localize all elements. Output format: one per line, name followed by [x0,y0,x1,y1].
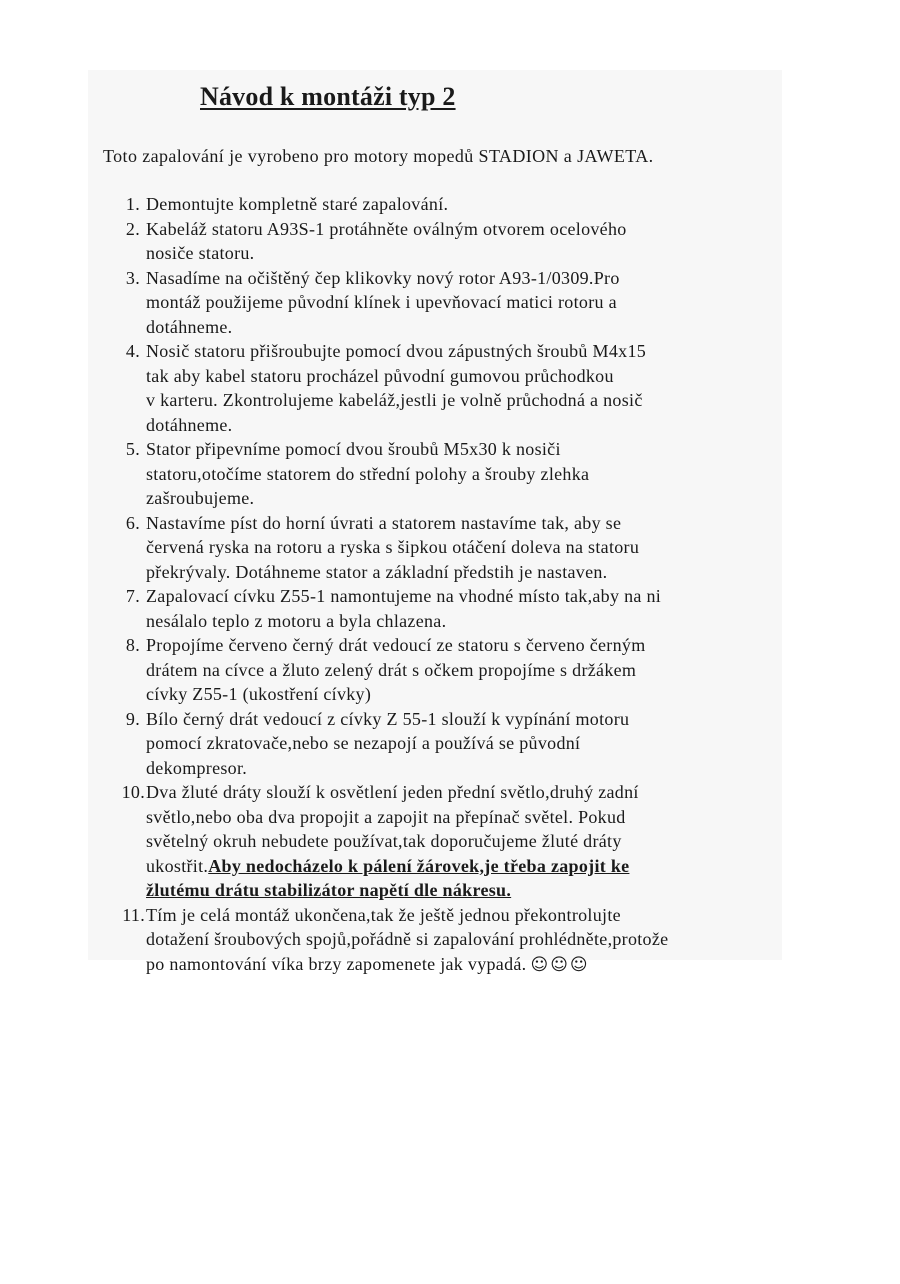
step-4 [96,339,796,437]
step-line: červená ryska na rotoru a ryska s šipkou otáčení doleva na statoru [146,537,640,557]
step-number: 8. [125,635,140,655]
step-5 [96,437,796,511]
step-text [146,511,796,585]
page-title: Návod k montáži typ 2 [200,82,456,111]
step-text [146,192,796,217]
stabilizer-note: Aby nedocházelo k pálení žárovek,je třeba zapojit ke [208,855,630,876]
step-6 [96,511,796,585]
step-line: Kabeláž statoru A93S-1 protáhněte oválným otvorem ocelového [146,218,627,239]
step-number: 3. [125,267,140,288]
smiley-icon-group [530,952,589,978]
step-line: drátem na cívce a žluto zelený drát s očkem propojíme s držákem [146,659,637,680]
step-line: dotáhneme. [146,414,233,435]
step-line: Propojíme červeno černý drát vedoucí ze statoru s červeno černým [146,635,646,655]
step-8 [96,633,796,707]
intro-text: Toto zapalování je vyrobeno pro motory mopedů STADION a JAWETA. [103,146,654,166]
step-text [146,217,796,266]
step-line: dotáhneme. [146,316,233,337]
step-line: cívky Z55-1 (ukostření cívky) [146,684,372,704]
step-line: Dva žluté dráty slouží k osvětlení jeden přední světlo,druhý zadní [146,782,639,802]
step-line: nesálalo teplo z motoru a byla chlazena. [146,610,447,631]
step-number: 11. [122,904,145,925]
step-text [146,584,796,633]
step-line: po namontování víka brzy zapomenete jak vypadá. [146,953,527,974]
step-line: pomocí zkratovače,nebo se nezapojí a používá se původní [146,733,581,753]
step-line: nosiče statoru. [146,243,255,263]
step-line: montáž použijeme původní klínek i upevňovací matici rotoru a [146,292,617,312]
steps-list [96,192,796,977]
step-2 [96,217,796,266]
step-10 [96,780,796,903]
step-text [146,633,796,707]
step-text [146,707,796,781]
step-line: statoru,otočíme statorem do střední polohy a šrouby zlehka [146,463,590,484]
step-number: 9. [125,708,140,729]
smiley-icon: ☺☺☺ [530,954,590,975]
step-3 [96,266,796,340]
step-line: Nosič statoru přišroubujte pomocí dvou zápustných šroubů M4x15 [146,341,647,361]
step-line: překrývaly. Dotáhneme stator a základní předstih je nastaven. [146,561,608,582]
step-text [146,780,796,903]
step-text [146,437,796,511]
step-line: Nasadíme na očištěný čep klikovky nový rotor A93-1/0309.Pro [146,267,620,288]
step-line: světlo,nebo oba dva propojit a zapojit na přepínač světel. Pokud [146,806,626,827]
step-line: Zapalovací cívku Z55-1 namontujeme na vhodné místo tak,aby na ni [146,586,662,606]
step-number: 2. [125,218,140,239]
step-line: Tím je celá montáž ukončena,tak že ještě jednou překontrolujte [146,904,621,925]
step-number: 7. [125,586,140,606]
step-line: ukostřit. [146,855,209,876]
step-line: Bílo černý drát vedoucí z cívky Z 55-1 slouží k vypínání motoru [146,708,630,729]
step-text [146,266,796,340]
step-line: v karteru. Zkontrolujeme kabeláž,jestli je volně průchodná a nosič [146,390,643,410]
step-number: 5. [125,439,140,459]
step-1 [96,192,796,217]
step-9 [96,707,796,781]
step-number: 10. [121,782,145,802]
step-line: Demontujte kompletně staré zapalování. [146,194,449,214]
step-line: světelný okruh nebudete používat,tak doporučujeme žluté dráty [146,831,622,851]
step-number: 4. [125,341,140,361]
stabilizer-note-continued: žlutému drátu stabilizátor napětí dle nákresu. [146,880,512,900]
step-line: Nastavíme píst do horní úvrati a statorem nastavíme tak, aby se [146,512,622,533]
step-7 [96,584,796,633]
step-number: 6. [125,512,140,533]
step-line: zašroubujeme. [146,488,255,508]
step-line: tak aby kabel statoru procházel původní gumovou průchodkou [146,365,614,386]
step-line: dotažení šroubových spojů,pořádně si zapalování prohlédněte,protože [146,929,669,949]
step-line: dekompresor. [146,757,248,778]
step-text [146,339,796,437]
step-text [146,903,796,978]
step-11 [96,903,796,978]
step-line: Stator připevníme pomocí dvou šroubů M5x30 k nosiči [146,439,561,459]
step-number: 1. [125,194,140,214]
